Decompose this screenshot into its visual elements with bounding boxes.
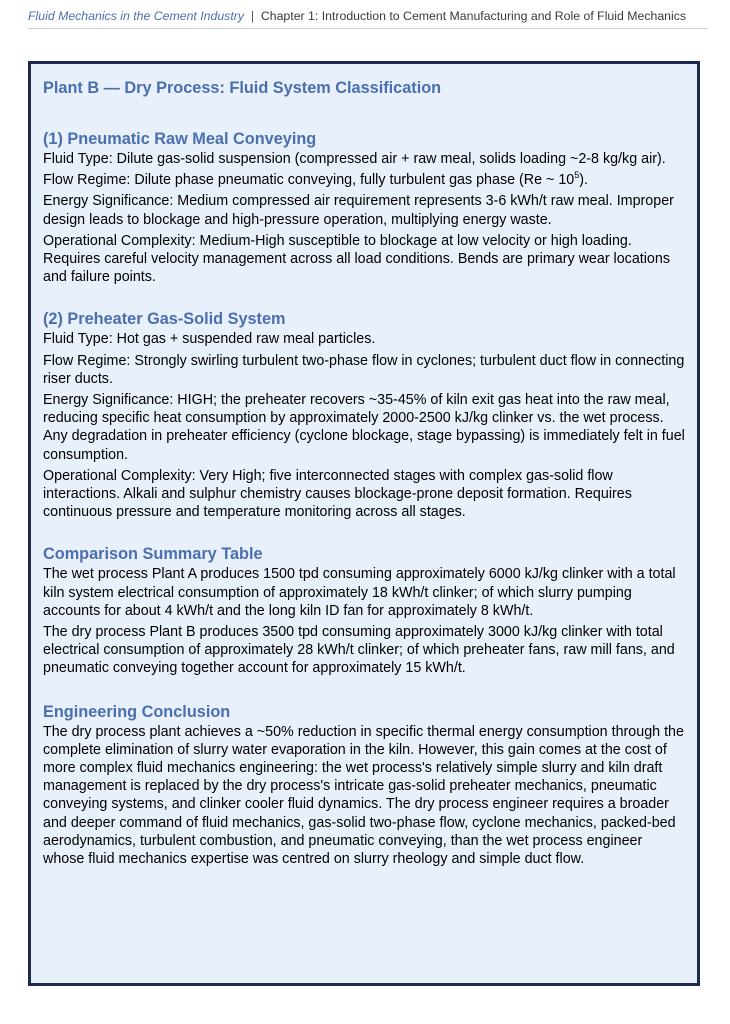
section-conclusion <box>43 702 685 869</box>
section-heading: Comparison Summary Table <box>43 545 263 564</box>
box-title: Plant B — Dry Process: Fluid System Classification <box>43 79 442 97</box>
operational-complexity-text: Operational Complexity: Very High; five interconnected stages with complex gas-solid flow interactions. Alkali and sulphur chemistry causes blockage-prone deposit formation. Requires continuous pressure and temperature monitoring across all stages. <box>43 467 632 521</box>
section-pneumatic-conveying <box>43 129 685 286</box>
operational-complexity-text: Operational Complexity: Medium-High susceptible to blockage at low velocity or high loading. Requires careful velocity management across all load conditions. Bends are primary wear locations and failure points. <box>43 232 670 286</box>
book-title: Fluid Mechanics in the Cement Industry <box>28 9 244 23</box>
comparison-plant-b-text: The dry process Plant B produces 3500 tpd consuming approximately 3000 kJ/kg clinker with total electrical consumption of approximately 28 kWh/t clinker; of which preheater fans, raw mill fans, and pneumatic conveying together account for approximately 15 kWh/t. <box>43 624 675 677</box>
section-comparison <box>43 544 685 677</box>
section-heading: (1) Pneumatic Raw Meal Conveying <box>43 130 317 148</box>
running-header <box>28 9 708 29</box>
comparison-plant-a-text: The wet process Plant A produces 1500 tpd consuming approximately 6000 kJ/kg clinker with a total kiln system electrical consumption of approximately 18 kWh/t clinker; of which slurry pumping accounts for about 4 kWh/t and the long kiln ID fan for approximately 8 kWh/t. <box>43 566 676 619</box>
conclusion-text: The dry process plant achieves a ~50% reduction in specific thermal energy consumption through the complete elimination of slurry water evaporation in the kiln. However, this gain comes at the cost of more complex fluid mechanics engineering: the wet process's relatively simple slurry and kiln draft management is replaced by the dry process's intricate gas-solid preheater mechanics, pneumatic conveying systems, and clinker cooler fluid dynamics. The dry process engineer requires a broader and deeper command of fluid mechanics, gas-solid two-phase flow, cyclone mechanics, packed-bed aerodynamics, turbulent combustion, and pneumatic conveying, than the wet process engineer whose fluid mechanics expertise was centred on slurry rheology and simple duct flow. <box>43 723 684 868</box>
fluid-type-text: Fluid Type: Hot gas + suspended raw meal particles. <box>43 331 376 348</box>
chapter-title: Chapter 1: Introduction to Cement Manufacturing and Role of Fluid Mechanics <box>260 9 687 23</box>
reynolds-exponent: 5 <box>574 170 580 181</box>
flow-regime-text: Flow Regime: Strongly swirling turbulent two-phase flow in cyclones; turbulent duct flow in connecting riser ducts. <box>43 352 685 387</box>
energy-significance-text: Energy Significance: Medium compressed air requirement represents 3-6 kWh/t raw meal. Improper design leads to blockage and high-pressure operation, multiplying energy waste. <box>43 193 674 228</box>
section-heading: Engineering Conclusion <box>43 702 231 721</box>
classification-box <box>28 61 700 986</box>
flow-regime-text: Flow Regime: Dilute phase pneumatic conveying, fully turbulent gas phase (Re ~ $10^5$). <box>43 170 589 189</box>
section-preheater <box>43 309 685 521</box>
header-separator: | <box>250 9 255 23</box>
energy-significance-text: Energy Significance: HIGH; the preheater recovers ~35-45% of kiln exit gas heat into the raw meal, reducing specific heat consumption by approximately 2000-2500 kJ/kg clinker vs. the wet process. Any degradation in preheater efficiency (cyclone blockage, stage bypassing) is immediately felt in fuel consumption. <box>43 392 685 463</box>
fluid-type-text: Fluid Type: Dilute gas-solid suspension (compressed air + raw meal, solids loading ~2-8 kg/kg air). <box>43 151 666 167</box>
section-heading: (2) Preheater Gas-Solid System <box>43 310 286 329</box>
